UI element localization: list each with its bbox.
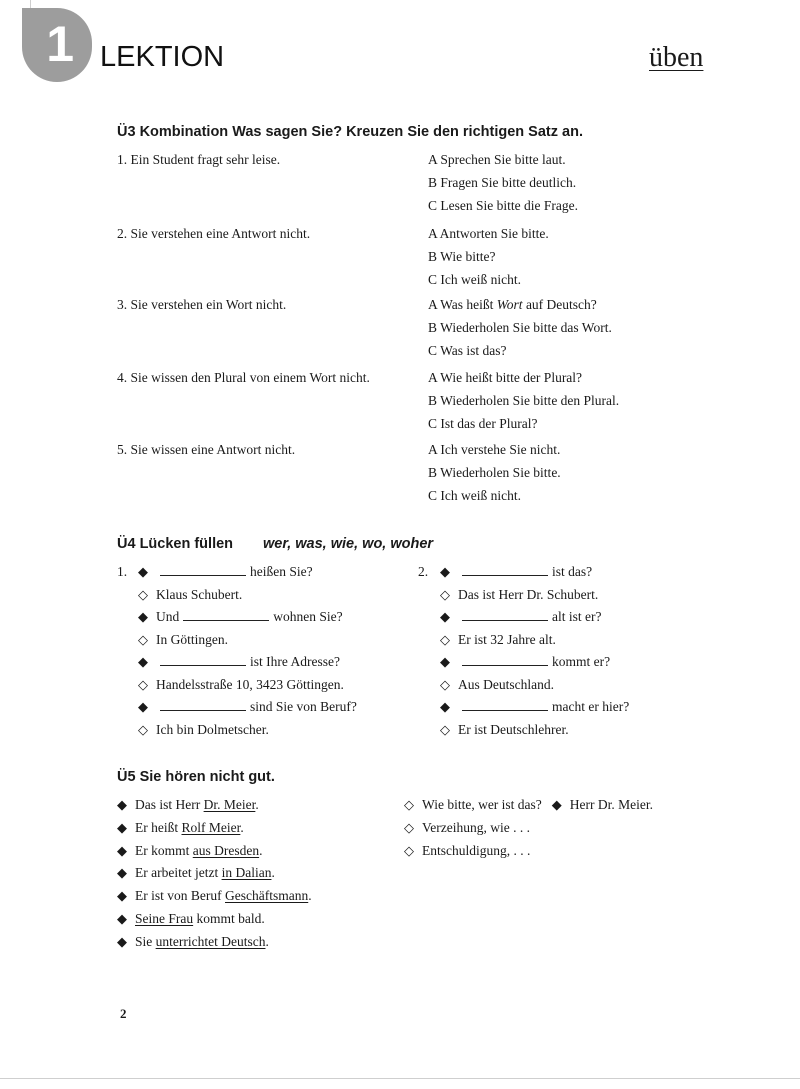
u5-text: . <box>308 888 312 904</box>
u4-text: ist Ihre Adresse? <box>250 654 340 669</box>
u3-option-text: auf Deutsch? <box>522 297 597 312</box>
u5-text: Er arbeitet jetzt <box>135 865 222 881</box>
u5-statement <box>117 797 259 813</box>
u5-text: Er ist von Beruf <box>135 888 225 904</box>
u5-response <box>404 820 530 836</box>
u5-text: . <box>240 819 244 835</box>
u5-statement <box>117 820 244 836</box>
u4-dialog-line <box>138 609 343 625</box>
u5-response <box>404 843 530 859</box>
open-diamond-icon: ◇ <box>138 676 148 692</box>
open-diamond-icon: ◇ <box>404 797 414 812</box>
u4-text: Ich bin Dolmetscher. <box>156 721 269 737</box>
u5-statement <box>117 843 262 859</box>
u5-text: . <box>265 933 269 949</box>
u4-dialog-line <box>440 722 569 738</box>
u3-option[interactable] <box>428 297 597 313</box>
u5-response <box>404 797 653 813</box>
open-diamond-icon: ◇ <box>138 721 148 737</box>
section-tag: üben <box>649 42 704 73</box>
u4-dialog-line <box>138 632 228 648</box>
open-diamond-icon: ◇ <box>404 842 414 858</box>
u5-text: Verzeihung, wie . . . <box>422 819 530 835</box>
u3-option[interactable]: C Ich weiß nicht. <box>428 272 521 287</box>
filled-diamond-icon: ◆ <box>138 564 148 579</box>
u3-prompt: 1. Ein Student fragt sehr leise. <box>117 152 281 167</box>
filled-diamond-icon: ◆ <box>551 797 562 812</box>
open-diamond-icon: ◇ <box>440 721 450 737</box>
open-diamond-icon: ◇ <box>440 676 450 692</box>
u3-option[interactable]: A Antworten Sie bitte. <box>428 226 549 241</box>
u4-dialog-line <box>138 654 340 670</box>
u4-text: Klaus Schubert. <box>156 586 243 602</box>
filled-diamond-icon: ◆ <box>117 842 127 858</box>
u4-text: Handelsstraße 10, 3423 Göttingen. <box>156 676 344 692</box>
lesson-number: 1 <box>46 16 74 72</box>
u5-text: Herr Dr. Meier. <box>569 797 654 812</box>
u3-prompt: 4. Sie wissen den Plural von einem Wort nicht. <box>117 370 370 385</box>
u5-underlined: Geschäftsmann <box>225 888 309 904</box>
u4-text: wohnen Sie? <box>273 609 343 624</box>
u5-underlined: unterrichtet Deutsch <box>155 933 266 949</box>
filled-diamond-icon: ◆ <box>138 699 148 714</box>
u4-dialog-line <box>138 722 269 738</box>
fill-in-blank[interactable] <box>462 699 548 711</box>
u4-text: Er ist Deutschlehrer. <box>458 721 569 737</box>
u4-dialog-line <box>138 677 344 693</box>
fill-in-blank[interactable] <box>160 564 246 576</box>
u4-dialog-line <box>440 677 554 693</box>
u3-option-text: A Was heißt <box>428 297 497 312</box>
u3-option[interactable]: B Wiederholen Sie bitte den Plural. <box>428 393 620 408</box>
u3-option[interactable]: B Wiederholen Sie bitte. <box>428 465 561 480</box>
u5-text: Entschuldigung, . . . <box>422 842 531 858</box>
u3-option-italic: Wort <box>496 297 523 312</box>
u4-text: Aus Deutschland. <box>458 676 554 692</box>
u4-text: sind Sie von Beruf? <box>250 699 357 714</box>
filled-diamond-icon: ◆ <box>138 609 148 624</box>
u5-title: Ü5 Sie hören nicht gut. <box>117 769 275 785</box>
u3-option[interactable]: B Wie bitte? <box>428 249 496 264</box>
u5-text: Er kommt <box>135 842 193 858</box>
u5-text: . <box>259 842 263 858</box>
u4-dialog-line <box>138 699 357 715</box>
u4-dialog-line <box>440 654 610 670</box>
filled-diamond-icon: ◆ <box>117 933 127 949</box>
filled-diamond-icon: ◆ <box>440 699 450 714</box>
fill-in-blank[interactable] <box>183 609 269 621</box>
filled-diamond-icon: ◆ <box>117 911 127 926</box>
open-diamond-icon: ◇ <box>440 631 450 647</box>
u5-text: Er heißt <box>135 819 182 835</box>
top-edge-mark <box>30 0 31 8</box>
u4-dialog-line <box>440 699 629 715</box>
u3-option[interactable]: C Was ist das? <box>428 343 507 358</box>
u5-underlined: Seine Frau <box>135 911 194 926</box>
u5-underlined: Rolf Meier <box>181 819 241 835</box>
u4-text: ist das? <box>552 564 593 579</box>
filled-diamond-icon: ◆ <box>138 654 148 669</box>
u4-text: Das ist Herr Dr. Schubert. <box>458 586 599 602</box>
u3-option[interactable]: C Ist das der Plural? <box>428 416 538 431</box>
lesson-badge <box>22 8 92 82</box>
filled-diamond-icon: ◆ <box>117 797 127 812</box>
u4-dialog-line <box>440 609 601 625</box>
u5-statement <box>117 865 275 881</box>
fill-in-blank[interactable] <box>462 564 548 576</box>
u4-dialog-line <box>138 587 242 603</box>
u5-underlined: aus Dresden <box>192 842 260 858</box>
filled-diamond-icon: ◆ <box>117 819 127 835</box>
u4-item-number: 2. <box>418 564 429 579</box>
u3-option[interactable]: A Wie heißt bitte der Plural? <box>428 370 583 385</box>
u4-dialog-line <box>440 632 556 648</box>
u3-prompt: 2. Sie verstehen eine Antwort nicht. <box>117 226 311 241</box>
u5-text: . <box>271 865 275 881</box>
u4-text: Er ist 32 Jahre alt. <box>458 631 556 647</box>
u5-statement <box>117 888 312 904</box>
u4-item-number: 1. <box>117 564 128 579</box>
u4-dialog-line <box>138 564 313 580</box>
u5-statement <box>117 934 269 950</box>
u3-option[interactable]: C Ich weiß nicht. <box>428 488 521 503</box>
u3-prompt: 3. Sie verstehen ein Wort nicht. <box>117 297 287 312</box>
u4-text: In Göttingen. <box>156 631 228 647</box>
u4-heading <box>117 535 433 553</box>
page-number: 2 <box>120 1006 127 1021</box>
open-diamond-icon: ◇ <box>138 586 148 602</box>
fill-in-blank[interactable] <box>160 654 246 666</box>
lesson-label: LEKTION <box>100 41 225 73</box>
u3-option[interactable]: A Sprechen Sie bitte laut. <box>428 152 566 167</box>
u3-option[interactable]: B Fragen Sie bitte deutlich. <box>428 175 577 190</box>
u3-option[interactable]: C Lesen Sie bitte die Frage. <box>428 198 578 213</box>
filled-diamond-icon: ◆ <box>440 564 450 579</box>
u3-option[interactable]: A Ich verstehe Sie nicht. <box>428 442 561 457</box>
u5-text: . <box>255 797 259 812</box>
u5-text: kommt bald. <box>193 911 265 926</box>
u3-title: Ü3 Kombination Was sagen Sie? Kreuzen Sie den richtigen Satz an. <box>117 124 583 140</box>
u3-prompt: 5. Sie wissen eine Antwort nicht. <box>117 442 296 457</box>
u5-text: Das ist Herr <box>135 797 204 812</box>
open-diamond-icon: ◇ <box>440 586 450 602</box>
u4-text: heißen Sie? <box>250 564 313 579</box>
filled-diamond-icon: ◆ <box>117 888 127 904</box>
u4-title: Ü4 Lücken füllen <box>117 536 234 552</box>
u5-underlined: Dr. Meier <box>203 797 256 812</box>
filled-diamond-icon: ◆ <box>440 654 450 669</box>
u4-text: macht er hier? <box>552 699 630 714</box>
u4-dialog-line <box>440 587 598 603</box>
u4-text: kommt er? <box>552 654 611 669</box>
u4-dialog-line <box>440 564 592 580</box>
filled-diamond-icon: ◆ <box>440 609 450 624</box>
open-diamond-icon: ◇ <box>404 819 414 835</box>
u5-text: Sie <box>135 933 156 949</box>
filled-diamond-icon: ◆ <box>117 865 127 881</box>
fill-in-blank[interactable] <box>462 609 548 621</box>
fill-in-blank[interactable] <box>462 654 548 666</box>
u5-statement <box>117 911 265 927</box>
u5-text: Wie bitte, wer ist das? <box>422 797 542 812</box>
u3-option[interactable]: B Wiederholen Sie bitte das Wort. <box>428 320 612 335</box>
open-diamond-icon: ◇ <box>138 631 148 647</box>
u4-text: Und <box>156 609 180 624</box>
fill-in-blank[interactable] <box>160 699 246 711</box>
u4-word-list: wer, was, wie, wo, woher <box>263 536 434 552</box>
bottom-edge-line <box>0 1078 800 1079</box>
u5-underlined: in Dalian <box>221 865 272 881</box>
u4-text: alt ist er? <box>552 609 602 624</box>
